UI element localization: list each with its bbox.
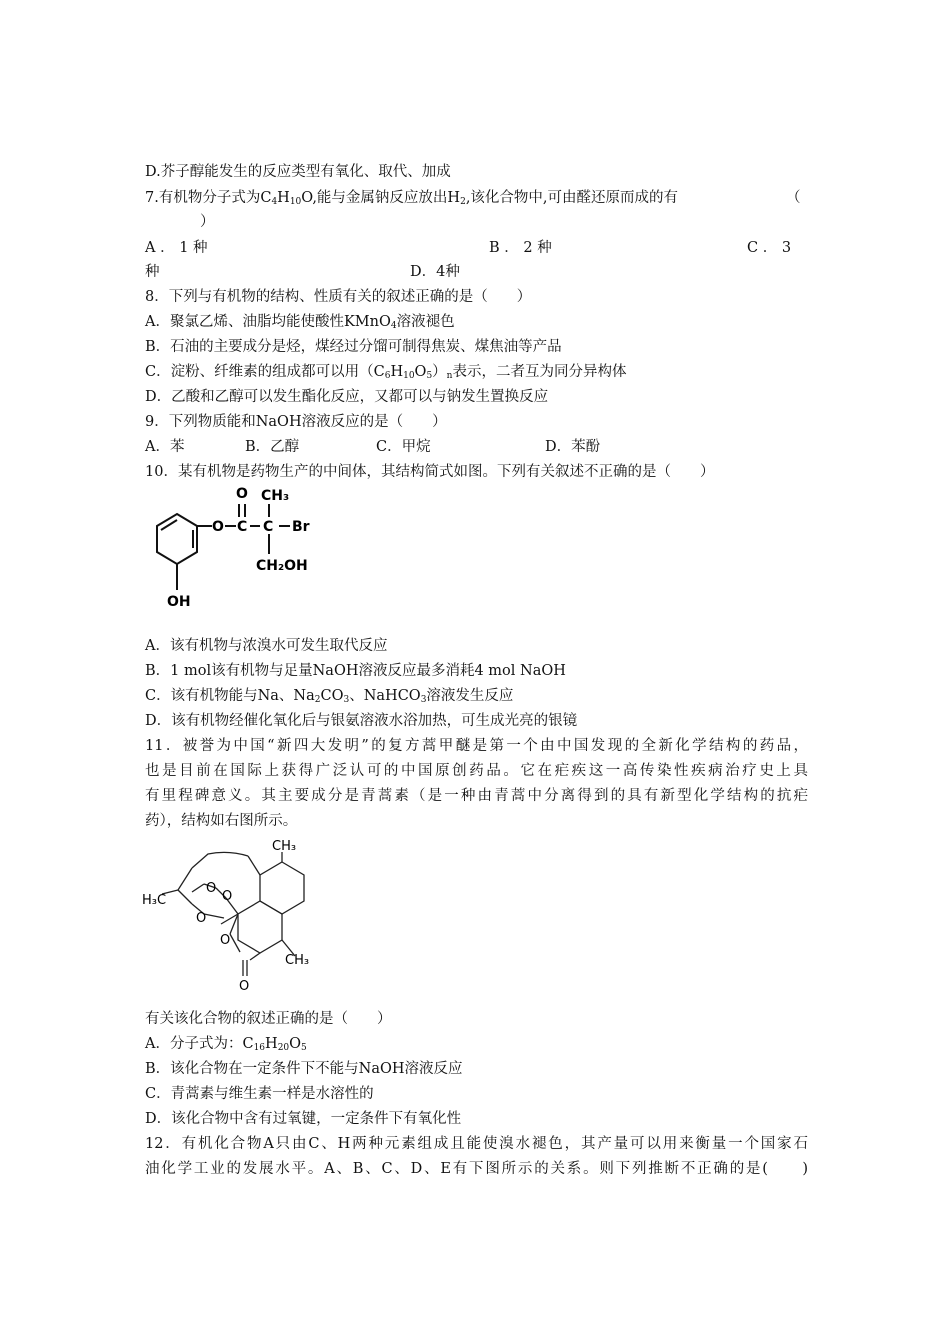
q7-option-d: D．4种	[410, 264, 460, 280]
q11-option-c: C．青蒿素与维生素一样是水溶性的	[145, 1086, 374, 1102]
q8-option-a: A．聚氯乙烯、油脂均能使酸性KMnO$_4$溶液褪色	[145, 314, 455, 331]
q10-option-d: D．该有机物经催化氧化后与银氨溶液水浴加热，可生成光亮的银镜	[145, 713, 578, 729]
q11-stem-line-3: 有里程碑意义。其主要成分是青蒿素（是一种由青蒿中分离得到的具有新型化学结构的抗疟	[145, 788, 808, 804]
q11-option-d: D．该化合物中含有过氧键，一定条件下有氧化性	[145, 1111, 462, 1127]
q10-phenol-hydroxyl-label: OH	[167, 594, 191, 610]
q6-option-d: D.芥子醇能发生的反应类型有氧化、取代、加成	[145, 164, 451, 180]
q9-option-a: A．苯	[145, 439, 185, 455]
q10-stem: 10．某有机物是药物生产的中间体，其结构简式如图。下列有关叙述不正确的是（ ）	[145, 464, 715, 480]
q9-option-b: B．乙醇	[245, 439, 300, 455]
q11-artemisinin-structure-figure	[140, 832, 340, 992]
q11-ask: 有关该化合物的叙述正确的是（ ）	[145, 1011, 392, 1027]
q8-option-b: B．石油的主要成分是烃，煤经过分馏可制得焦炭、煤焦油等产品	[145, 339, 562, 355]
q11-ring-oxygen-label-2: O	[220, 933, 231, 948]
q11-option-a: A．分子式为：$C_{16}H_{20}O_5$	[145, 1036, 307, 1053]
q8-stem: 8．下列与有机物的结构、性质有关的叙述正确的是（ ）	[145, 289, 532, 305]
q7-stem: 7.有机物分子式为$C_4H_{10}O$,能与金属钠反应放出$H_2$,该化合物中,可由醛还原而成的有	[145, 190, 679, 207]
q10-structure-figure	[150, 484, 330, 614]
q11-left-methyl-label: H₃C	[142, 893, 167, 908]
q7-answer-paren-close: ）	[200, 214, 215, 230]
q9-option-d: D．苯酚	[545, 439, 601, 455]
q8-option-c: C．淀粉、纤维素的组成都可以用$(C_6H_{10}O_5)_n$表示，二者互为同分异构体	[145, 364, 627, 381]
q11-peroxide-oxygen-label-2: O	[222, 889, 233, 904]
q10-ester-oxygen-label: O	[212, 519, 224, 535]
q12-stem-line-2: 油化学工业的发展水平。A、B、C、D、E有下图所示的关系。则下列推断不正确的是( )	[145, 1161, 808, 1177]
q8-option-d: D．乙酸和乙醇可以发生酯化反应，又都可以与钠发生置换反应	[145, 389, 549, 405]
q12-stem-line-1: 12．有机化合物A只由C、H两种元素组成且能使溴水褪色，其产量可以用来衡量一个国家石	[145, 1136, 808, 1152]
q11-stem-line-2: 也是目前在国际上获得广泛认可的中国原创药品。它在疟疾这一高传染性疾病治疗史上具	[145, 763, 808, 779]
q11-option-b: B．该化合物在一定条件下不能与NaOH溶液反应	[145, 1061, 463, 1077]
q10-methyl-label: CH₃	[261, 488, 290, 504]
q11-ring-oxygen-label-1: O	[196, 911, 207, 926]
q7-answer-paren-open: （	[786, 190, 801, 206]
q10-option-c: C．该有机物能与Na、$Na_2CO_3$、NaHCO$_3$溶液发生反应	[145, 688, 514, 705]
q7-option-a: A ． 1 种	[145, 240, 208, 256]
q10-option-b: B．1 mol该有机物与足量NaOH溶液反应最多消耗4 mol NaOH	[145, 663, 566, 679]
q7-option-c-unit: 种	[145, 264, 160, 280]
q10-carbon-label: C	[237, 519, 248, 535]
q10-hydroxymethyl-label: CH₂OH	[256, 558, 308, 574]
q9-stem: 9．下列物质能和NaOH溶液反应的是（ ）	[145, 414, 447, 430]
q7-option-b: B ． 2 种	[489, 240, 552, 256]
q10-option-a: A．该有机物与浓溴水可发生取代反应	[145, 638, 388, 654]
q11-right-methyl-label: CH₃	[285, 953, 310, 968]
q10-bromine-label: Br	[292, 519, 310, 535]
q10-quaternary-carbon-label: C	[263, 519, 274, 535]
q11-stem-line-1: 11．被誉为中国“新四大发明”的复方蒿甲醚是第一个由中国发现的全新化学结构的药品，	[145, 738, 808, 754]
q10-carbonyl-oxygen-label: O	[236, 486, 248, 502]
q9-option-c: C．甲烷	[376, 439, 431, 455]
q11-peroxide-oxygen-label-1: O	[206, 881, 217, 896]
q11-carbonyl-oxygen-label: O	[239, 979, 250, 992]
q11-stem-line-4: 药），结构如右图所示。	[145, 813, 298, 829]
q7-option-c: C ． 3	[747, 240, 792, 256]
q11-top-methyl-label: CH₃	[272, 839, 297, 854]
